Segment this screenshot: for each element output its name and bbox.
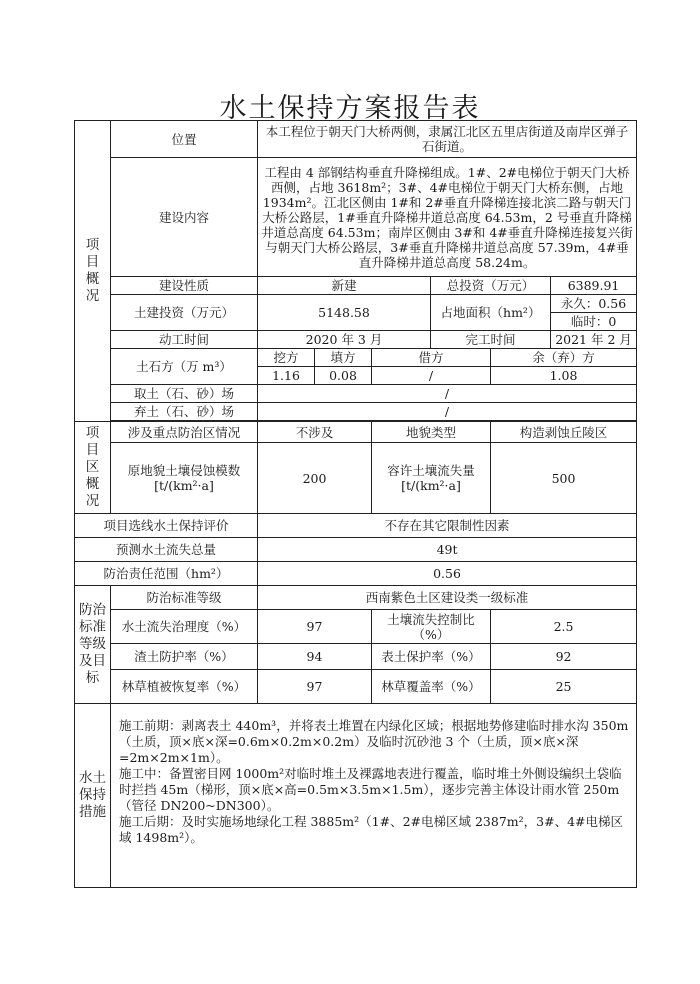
predicted-loss-value: 49t [258,538,637,562]
spoil-site-label: 弃土（石、砂）场 [111,403,258,421]
content-value: 工程由 4 部钢结构垂直升降梯组成。1#、2#电梯位于朝天门大桥西侧，占地 3618m²；3#、4#电梯位于朝天门大桥东侧，占地 1934m²。江北区侧由 1#和 2#垂直升降梯连接北滨二路与朝天门大桥公路层，1#垂直升降梯井道总高度 64.53m，2 号垂直升降梯井道总高度 64.53m；南岸区侧由 3#和 4#垂直升降梯连接复兴街与朝天门大桥公路层，3#垂直升降梯井道总高度 57.39m，4#垂直升降梯井道总高度 58.24m。 [258,158,637,277]
spoil-site-value: / [258,403,637,421]
key-zone-label: 涉及重点防治区情况 [111,422,258,443]
land-area-label: 占地面积（hm²） [431,295,551,331]
civil-invest-value: 5148.58 [258,295,431,331]
earthwork-value-borrow: / [372,367,491,385]
measures-middle: 施工中：备置密目网 1000m²对临时堆土及裸露地表进行覆盖，临时堆土外侧设编织土袋临时拦挡 45m（梯形，顶×底×高=0.5m×3.5m×1.5m），逐步完善主体设计雨水管 250m（管径 DN200~DN300）。 [119,766,622,813]
standard-value-2a: 94 [258,644,372,670]
standards-label: 防治标准等级及目标 [75,586,111,704]
allowable-loss-value: 500 [491,443,637,514]
site-evaluation-label: 项目选线水土保持评价 [75,514,258,538]
standard-label-1a: 水土流失治理度（%） [111,610,258,644]
standard-value-2b: 92 [491,644,637,670]
measures-label: 水土保持措施 [75,704,111,888]
total-invest-label: 总投资（万元） [431,277,551,295]
borrow-site-label: 取土（石、砂）场 [111,385,258,403]
allowable-loss-label: 容许土壤流失量 [t/(km²·a] [372,443,491,514]
responsibility-scope-label: 防治责任范围（hm²） [75,562,258,586]
content-label: 建设内容 [111,158,258,277]
location-label: 位置 [111,121,258,158]
standard-label-2b: 表土保护率（%） [372,644,491,670]
key-zone-value: 不涉及 [258,422,372,443]
finish-value: 2021 年 2 月 [551,331,637,349]
nature-label: 建设性质 [111,277,258,295]
earthwork-value-fill: 0.08 [315,367,372,385]
land-permanent: 永久：0.56 [551,295,637,313]
site-evaluation-value: 不存在其它限制性因素 [258,514,637,538]
earthwork-value-cut: 1.16 [258,367,315,385]
location-value: 本工程位于朝天门大桥两侧，隶属江北区五里店街道及南岸区弹子石街道。 [258,121,637,158]
standard-value-3a: 97 [258,670,372,704]
predicted-loss-label: 预测水土流失总量 [75,538,258,562]
erosion-modulus-label: 原地貌土壤侵蚀模数 [t/(km²·a] [111,443,258,514]
page-title: 水土保持方案报告表 [219,93,481,124]
standard-value-1a: 97 [258,610,372,644]
measures-early: 施工前期：剥离表土 440m³，并将表土堆置在内绿化区域；根据地势修建临时排水沟 350m（土质，顶×底×深=0.6m×0.2m×0.2m）及临时沉砂池 3 个（土质，顶×底×深=2m×2m×1m）。 [119,718,629,765]
nature-value: 新建 [258,277,431,295]
standard-value-3b: 25 [491,670,637,704]
civil-invest-label: 土建投资（万元） [111,295,258,331]
measures-content [111,704,637,888]
standard-label-1b: 土壤流失控制比（%） [372,610,491,644]
measures-late: 施工后期：及时实施场地绿化工程 3885m²（1#、2#电梯区域 2387m²，3#、4#电梯区域 1498m²）。 [119,814,624,845]
responsibility-scope-value: 0.56 [258,562,637,586]
standard-label-3a: 林草植被恢复率（%） [111,670,258,704]
standard-label-2a: 渣土防护率（%） [111,644,258,670]
grade-value: 西南紫色土区建设类一级标准 [258,586,637,610]
landform-label: 地貌类型 [372,422,491,443]
report-table [74,120,637,888]
grade-label: 防治标准等级 [111,586,258,610]
standard-label-3b: 林草覆盖率（%） [372,670,491,704]
borrow-site-value: / [258,385,637,403]
earthwork-value-spoil: 1.08 [491,367,637,385]
total-invest-value: 6389.91 [551,277,637,295]
earthwork-header-borrow: 借方 [372,349,491,367]
start-value: 2020 年 3 月 [258,331,431,349]
start-label: 动工时间 [111,331,258,349]
finish-label: 完工时间 [431,331,551,349]
landform-value: 构造剥蚀丘陵区 [491,422,637,443]
project-overview-label: 项目概况 [75,121,111,422]
earthwork-header-cut: 挖方 [258,349,315,367]
area-overview-label: 项目区概况 [75,422,111,514]
earthwork-header-spoil: 余（弃）方 [491,349,637,367]
earthwork-label: 土石方（万 m³） [111,349,258,385]
standard-value-1b: 2.5 [491,610,637,644]
land-temporary: 临时：0 [551,313,637,331]
erosion-modulus-value: 200 [258,443,372,514]
earthwork-header-fill: 填方 [315,349,372,367]
